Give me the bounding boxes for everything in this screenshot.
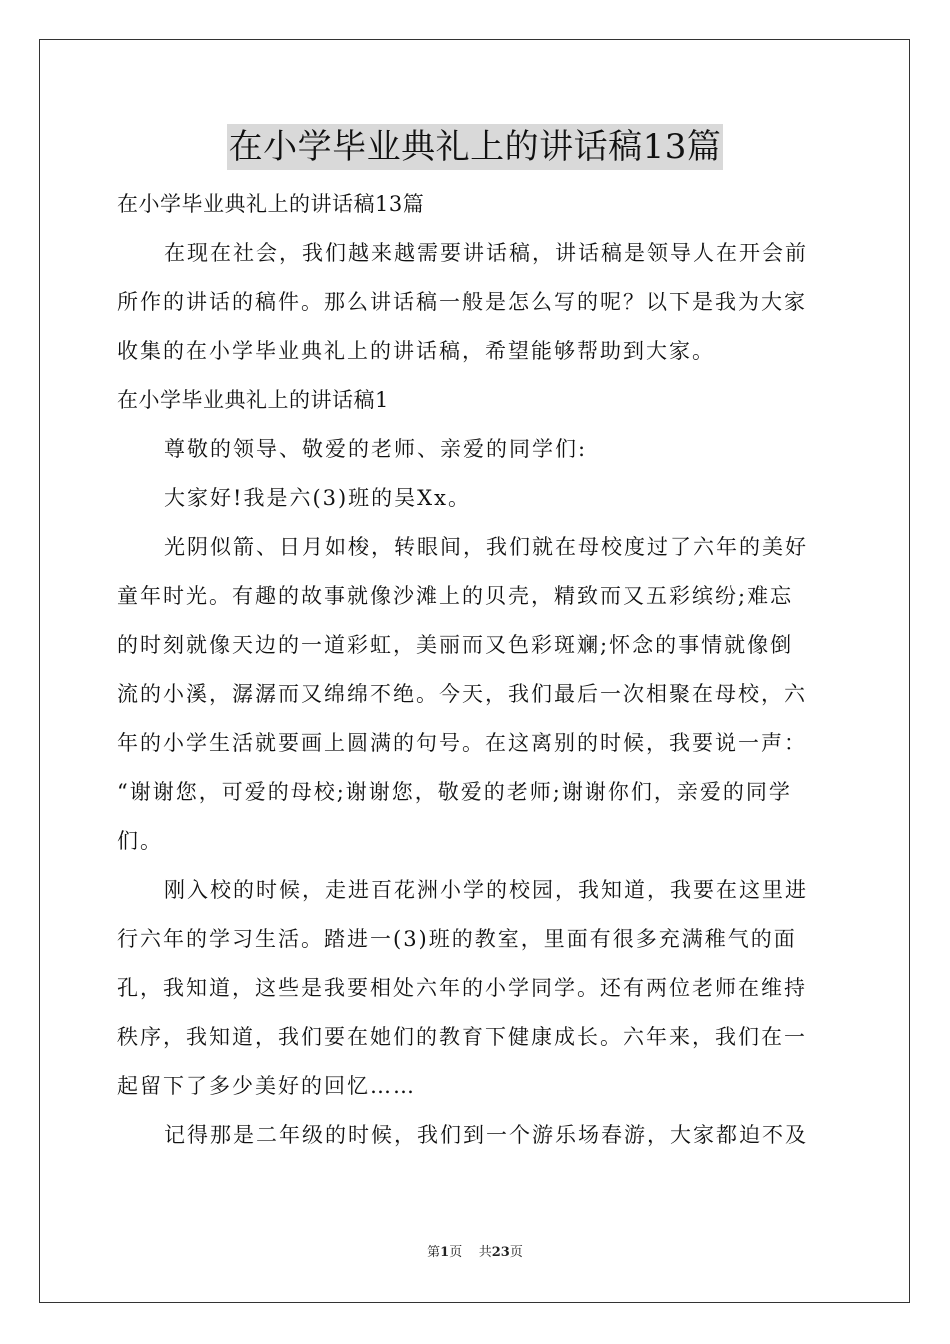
paragraph-line: 秩序，我知道，我们要在她们的教育下健康成长。六年来，我们在一 (117, 1025, 807, 1049)
paragraph-line: 在现在社会，我们越来越需要讲话稿，讲话稿是领导人在开会前 (164, 241, 808, 265)
paragraph-line: 们。 (117, 829, 163, 853)
page-prefix: 第 (427, 1245, 441, 1260)
paragraph-line: 行六年的学习生活。踏进一(3)班的教室，里面有很多充满稚气的面 (117, 927, 797, 951)
paragraph-line: 刚入校的时候，走进百花洲小学的校园，我知道，我要在这里进 (164, 878, 808, 902)
paragraph-line: 大家好!我是六(3)班的吴Xx。 (164, 486, 471, 510)
page-suffix: 页 (449, 1245, 463, 1260)
paragraph-line: 年的小学生活就要画上圆满的句号。在这离别的时候，我要说一声： (117, 731, 807, 755)
total-prefix: 共 (478, 1245, 492, 1260)
document-title: 在小学毕业典礼上的讲话稿13篇 (227, 124, 724, 170)
section-heading: 在小学毕业典礼上的讲话稿1 (117, 388, 389, 412)
paragraph-line: “谢谢您，可爱的母校;谢谢您，敬爱的老师;谢谢你们，亲爱的同学 (117, 780, 792, 804)
paragraph-line: 起留下了多少美好的回忆…… (117, 1074, 416, 1098)
paragraph-line: 尊敬的领导、敬爱的老师、亲爱的同学们: (164, 437, 588, 461)
paragraph-line: 的时刻就像天边的一道彩虹，美丽而又色彩斑斓;怀念的事情就像倒 (117, 633, 794, 657)
paragraph-line: 所作的讲话的稿件。那么讲话稿一般是怎么写的呢？以下是我为大家 (117, 290, 807, 314)
paragraph-line: 记得那是二年级的时候，我们到一个游乐场春游，大家都迫不及 (164, 1123, 808, 1147)
total-pages: 23 (491, 1245, 510, 1260)
paragraph-line: 流的小溪，潺潺而又绵绵不绝。今天，我们最后一次相聚在母校，六 (117, 682, 807, 706)
document-body (117, 180, 835, 1160)
paragraph-line: 孔，我知道，这些是我要相处六年的小学同学。还有两位老师在维持 (117, 976, 807, 1000)
paragraph-line: 收集的在小学毕业典礼上的讲话稿，希望能够帮助到大家。 (117, 339, 715, 363)
paragraph-line: 光阴似箭、日月如梭，转眼间，我们就在母校度过了六年的美好 (164, 535, 808, 559)
title-container (0, 124, 950, 170)
total-suffix: 页 (509, 1245, 523, 1260)
page-footer (0, 1244, 950, 1262)
paragraph-line: 童年时光。有趣的故事就像沙滩上的贝壳，精致而又五彩缤纷;难忘 (117, 584, 794, 608)
page-number: 1 (440, 1245, 450, 1260)
subtitle-line: 在小学毕业典礼上的讲话稿13篇 (117, 192, 425, 216)
